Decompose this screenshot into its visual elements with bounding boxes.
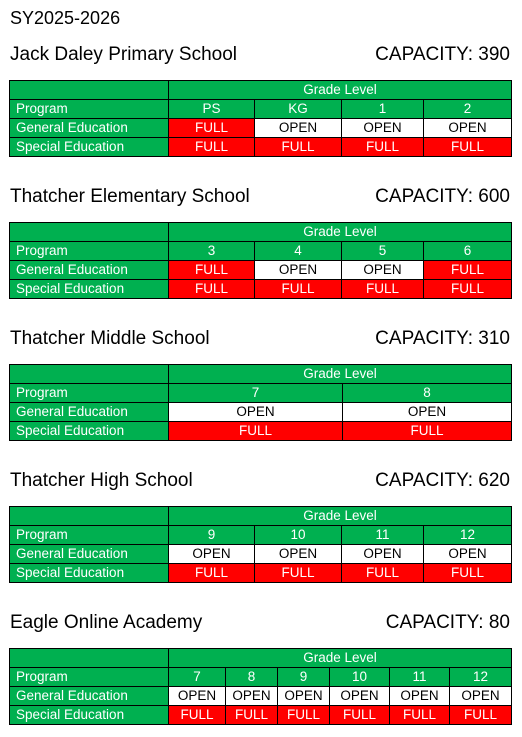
grade-header: 8 (226, 668, 278, 687)
special-education-label: Special Education (10, 138, 169, 157)
school-capacity: CAPACITY: 310 (375, 328, 510, 349)
grade-level-header: Grade Level (169, 365, 512, 384)
status-cell: FULL (226, 706, 278, 725)
status-cell: OPEN (169, 687, 226, 706)
grade-level-header: Grade Level (169, 81, 512, 100)
grade-level-header: Grade Level (169, 649, 512, 668)
special-education-label: Special Education (10, 422, 169, 441)
special-education-row (10, 564, 512, 583)
general-education-label: General Education (10, 261, 169, 280)
status-cell: OPEN (330, 687, 390, 706)
grade-header: KG (255, 100, 342, 119)
grade-header: 10 (255, 526, 342, 545)
status-cell: OPEN (169, 403, 343, 422)
general-education-row (10, 261, 512, 280)
grade-level-header: Grade Level (169, 507, 512, 526)
grade-header: 4 (255, 242, 342, 261)
program-label: Program (10, 384, 169, 403)
status-cell: FULL (342, 564, 424, 583)
school-name: Jack Daley Primary School (10, 44, 238, 65)
school-name: Thatcher Elementary School (10, 186, 250, 207)
general-education-label: General Education (10, 545, 169, 564)
special-education-label: Special Education (10, 280, 169, 299)
status-cell: FULL (169, 261, 255, 280)
status-cell: FULL (342, 280, 424, 299)
capacity-table (9, 506, 512, 583)
school-capacity: CAPACITY: 620 (375, 470, 510, 491)
grade-header: 7 (169, 668, 226, 687)
header-blank-cell (10, 649, 169, 668)
school-capacity: CAPACITY: 600 (375, 186, 510, 207)
header-blank-cell (10, 223, 169, 242)
header-blank-cell (10, 507, 169, 526)
status-cell: OPEN (169, 545, 255, 564)
grade-header: 9 (278, 668, 330, 687)
special-education-label: Special Education (10, 706, 169, 725)
status-cell: FULL (169, 706, 226, 725)
status-cell: FULL (424, 564, 512, 583)
school-section-eagle-online-academy (0, 612, 522, 722)
status-cell: FULL (255, 280, 342, 299)
general-education-label: General Education (10, 119, 169, 138)
grade-level-header: Grade Level (169, 223, 512, 242)
grade-header: 11 (390, 668, 450, 687)
status-cell: FULL (169, 280, 255, 299)
header-blank-cell (10, 365, 169, 384)
status-cell: FULL (169, 564, 255, 583)
status-cell: OPEN (342, 261, 424, 280)
school-capacity: CAPACITY: 80 (385, 612, 510, 633)
capacity-table (9, 222, 512, 299)
general-education-row (10, 545, 512, 564)
school-year-title: SY2025-2026 (10, 8, 121, 28)
status-cell: OPEN (343, 403, 512, 422)
general-education-row (10, 687, 512, 706)
special-education-row (10, 138, 512, 157)
capacity-table (9, 648, 512, 725)
status-cell: FULL (169, 119, 255, 138)
special-education-label: Special Education (10, 564, 169, 583)
school-section-thatcher-elementary-school (0, 186, 522, 296)
status-cell: OPEN (342, 119, 424, 138)
status-cell: FULL (342, 138, 424, 157)
status-cell: OPEN (450, 687, 512, 706)
status-cell: FULL (169, 422, 343, 441)
header-blank-cell (10, 81, 169, 100)
status-cell: FULL (169, 138, 255, 157)
general-education-label: General Education (10, 687, 169, 706)
special-education-row (10, 706, 512, 725)
status-cell: OPEN (255, 545, 342, 564)
status-cell: OPEN (226, 687, 278, 706)
status-cell: OPEN (424, 545, 512, 564)
status-cell: FULL (255, 138, 342, 157)
status-cell: OPEN (255, 119, 342, 138)
school-capacity: CAPACITY: 390 (375, 44, 510, 65)
capacity-table (9, 364, 512, 441)
special-education-row (10, 280, 512, 299)
status-cell: FULL (424, 280, 512, 299)
special-education-row (10, 422, 512, 441)
status-cell: FULL (330, 706, 390, 725)
program-label: Program (10, 668, 169, 687)
grade-header: 12 (450, 668, 512, 687)
school-section-thatcher-middle-school (0, 328, 522, 438)
grade-header: 9 (169, 526, 255, 545)
status-cell: FULL (450, 706, 512, 725)
school-name: Thatcher Middle School (10, 328, 210, 349)
grade-header: 11 (342, 526, 424, 545)
program-label: Program (10, 242, 169, 261)
grade-header: 6 (424, 242, 512, 261)
status-cell: OPEN (424, 119, 512, 138)
status-cell: FULL (255, 564, 342, 583)
capacity-table (9, 80, 512, 157)
status-cell: FULL (343, 422, 512, 441)
school-name: Thatcher High School (10, 470, 193, 491)
general-education-row (10, 403, 512, 422)
status-cell: FULL (390, 706, 450, 725)
school-section-jack-daley-primary-school (0, 44, 522, 154)
status-cell: FULL (424, 138, 512, 157)
school-name: Eagle Online Academy (10, 612, 203, 633)
status-cell: OPEN (278, 687, 330, 706)
grade-header: 2 (424, 100, 512, 119)
general-education-row (10, 119, 512, 138)
grade-header: 7 (169, 384, 343, 403)
grade-header: 5 (342, 242, 424, 261)
status-cell: OPEN (342, 545, 424, 564)
program-label: Program (10, 526, 169, 545)
grade-header: 3 (169, 242, 255, 261)
status-cell: OPEN (255, 261, 342, 280)
grade-header: 1 (342, 100, 424, 119)
program-label: Program (10, 100, 169, 119)
status-cell: FULL (424, 261, 512, 280)
grade-header: 12 (424, 526, 512, 545)
status-cell: FULL (278, 706, 330, 725)
grade-header: PS (169, 100, 255, 119)
general-education-label: General Education (10, 403, 169, 422)
status-cell: OPEN (390, 687, 450, 706)
school-section-thatcher-high-school (0, 470, 522, 580)
grade-header: 8 (343, 384, 512, 403)
grade-header: 10 (330, 668, 390, 687)
